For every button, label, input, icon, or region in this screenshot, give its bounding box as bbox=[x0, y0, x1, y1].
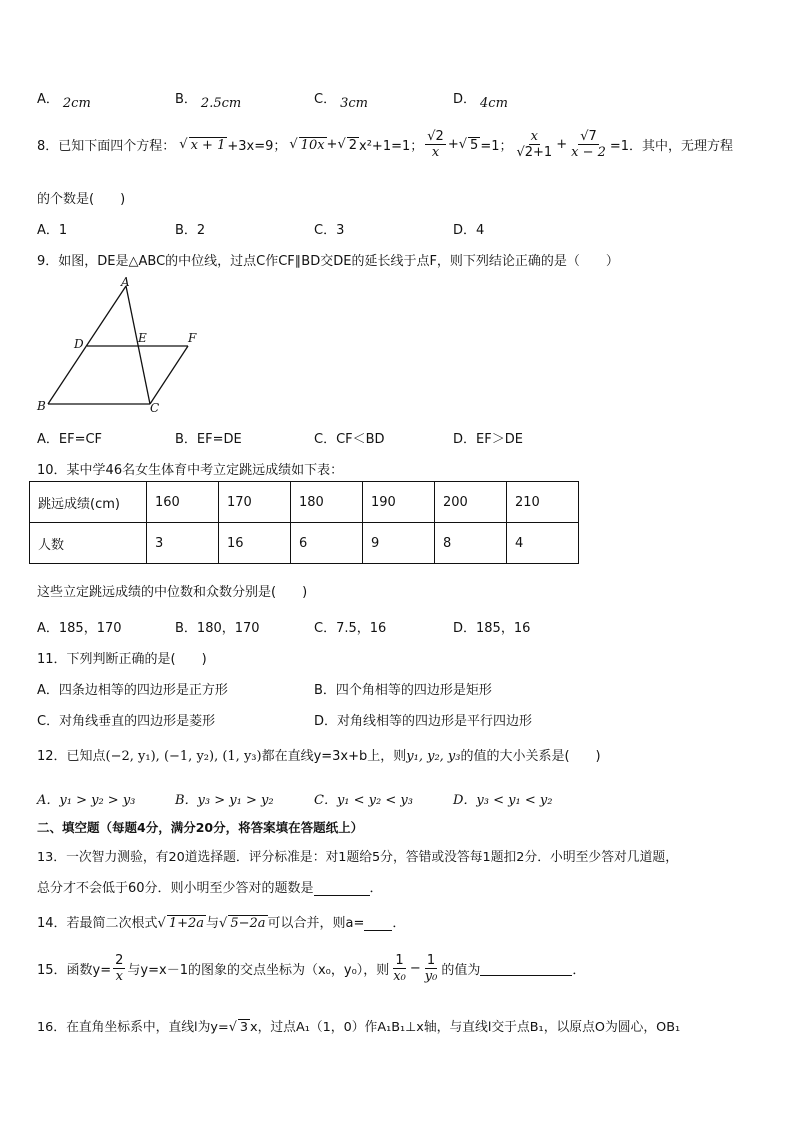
q10-row1-cell: 200 bbox=[435, 482, 507, 523]
q15-g1-denominator: x₀ bbox=[393, 969, 406, 984]
q7-option-d-letter: D． bbox=[453, 92, 477, 107]
q11-option-d: D．对角线相等的四边形是平行四边形 bbox=[314, 714, 533, 729]
q12-points: (−2, y₁), (−1, y₂), (1, y₃) bbox=[105, 749, 262, 764]
q15-text-c: 的值为 bbox=[441, 963, 481, 978]
q10-row2-cell: 8 bbox=[435, 523, 507, 564]
q12-option-b: B．y₃ > y₁ > y₂ bbox=[175, 793, 274, 808]
q10-row1-head: 跳远成绩(cm) bbox=[30, 482, 147, 523]
q11-option-c: C．对角线垂直的四边形是菱形 bbox=[37, 714, 216, 729]
q8-option-b: B．2 bbox=[175, 223, 206, 238]
q7-option-a-letter: A． bbox=[37, 92, 59, 107]
q15-answer-blank[interactable] bbox=[480, 961, 572, 976]
table-row bbox=[30, 523, 579, 564]
q9-label-c: C bbox=[150, 401, 160, 415]
q8-eq2-plus: + bbox=[326, 137, 338, 152]
q15-period: ． bbox=[572, 963, 586, 978]
q8-eq2-radicand-a: 10x bbox=[300, 137, 325, 153]
q7-option-a bbox=[37, 88, 91, 111]
q15-text-a: 15．函数y= bbox=[37, 963, 112, 978]
q9-option-b: B．EF=DE bbox=[175, 432, 242, 447]
q8-option-c: C．3 bbox=[314, 223, 345, 238]
q10-question: 这些立定跳远成绩的中位数和众数分别是( ) bbox=[37, 585, 308, 600]
q7-option-a-value: 2cm bbox=[62, 96, 91, 111]
q13-line1: 13．一次智力测验，有20道选择题．评分标准是：对1题给5分，答错或没答每1题扣2分．小明至少答对几道题， bbox=[37, 850, 678, 865]
q8-eq4-rest: =1．其中，无理方程 bbox=[609, 139, 734, 154]
q8-eq1-rest: +3x=9； bbox=[227, 139, 287, 154]
q9-segment-cf bbox=[150, 346, 188, 404]
q8-eq4b-numerator: √7 bbox=[580, 129, 597, 144]
q7-option-d bbox=[453, 88, 508, 111]
q8-eq2-radicand-b: 2 bbox=[348, 137, 358, 153]
q10-row2-cell: 3 bbox=[147, 523, 219, 564]
q13-line2-text: 总分才不会低于60分．则小明至少答对的题数是 bbox=[37, 881, 314, 896]
q7-option-b bbox=[175, 88, 242, 111]
q9-side-ab bbox=[48, 286, 126, 404]
q9-figure bbox=[30, 276, 210, 416]
q14-radicand-1: 1+2a bbox=[168, 916, 205, 931]
q10-stem: 10．某中学46名女生体育中考立定跳远成绩如下表： bbox=[37, 463, 344, 478]
q10-table bbox=[29, 481, 579, 564]
q7-option-c bbox=[314, 88, 368, 111]
q12-option-a: A．y₁ > y₂ > y₃ bbox=[37, 793, 136, 808]
q8-eq3-fraction bbox=[425, 129, 446, 160]
q12-option-c: C．y₁ < y₂ < y₃ bbox=[314, 793, 413, 808]
q8-stem: 8．已知下面四个方程： √ x + 1 +3x=9； √ 10x + √ 2 x²+1=1； $\frac{√2}{x}$ + √ 5 =1； $\frac{x}{√2+1}$ + $\frac{√7}{x - 2}$ =1．其中，无理方程 bbox=[37, 129, 734, 160]
q13-answer-blank[interactable] bbox=[314, 881, 370, 896]
q8-option-a: A．1 bbox=[37, 223, 68, 238]
q15-minus: − bbox=[409, 961, 421, 976]
q9-label-f: F bbox=[188, 331, 197, 345]
q9-stem: 9．如图，DE是△ABC的中位线，过点C作CF∥BD交DE的延长线于点F，则下列结论正确的是（ ） bbox=[37, 254, 619, 269]
q10-row2-cell: 9 bbox=[363, 523, 435, 564]
q15-f-numerator: 2 bbox=[115, 953, 124, 968]
q9-label-e: E bbox=[138, 331, 147, 345]
q8-eq4b-denominator: x − 2 bbox=[571, 145, 606, 160]
q15-f-denominator: x bbox=[115, 969, 123, 984]
q9-side-ac bbox=[126, 286, 150, 404]
q13-period: ． bbox=[369, 881, 383, 896]
q8-prefix: 8．已知下面四个方程： bbox=[37, 139, 176, 154]
q8-stem-line2: 的个数是( ) bbox=[37, 192, 126, 207]
q16-stem: 16．在直角坐标系中，直线l为y=√ 3 x，过点A₁（1，0）作A₁B₁⊥x轴，与直线l交于点B₁，以原点O为圆心，OB₁ bbox=[37, 1020, 681, 1035]
q15-function-fraction bbox=[113, 953, 125, 984]
q10-row1-cell: 160 bbox=[147, 482, 219, 523]
q15-fraction-1 bbox=[391, 953, 408, 984]
q7-option-c-value: 3cm bbox=[340, 96, 368, 111]
q16-text-a: 16．在直角坐标系中，直线l为y= bbox=[37, 1020, 229, 1035]
q8-eq3-radicand: 5 bbox=[470, 137, 479, 153]
q10-row1-cell: 170 bbox=[219, 482, 291, 523]
q12-text-b: 都在直线y=3x+b上，则 bbox=[261, 749, 407, 764]
q10-row1-cell: 190 bbox=[363, 482, 435, 523]
q11-option-b: B．四个角相等的四边形是矩形 bbox=[314, 683, 492, 698]
q11-option-a: A．四条边相等的四边形是正方形 bbox=[37, 683, 228, 698]
q9-label-d: D bbox=[74, 337, 84, 351]
q14-radicand-2: 5−2a bbox=[230, 916, 266, 931]
q12-vars: y₁, y₂, y₃ bbox=[406, 749, 461, 764]
q14-text-c: 可以合并，则a= bbox=[267, 916, 365, 931]
q8-eq4a-denominator: √2+1 bbox=[516, 145, 553, 160]
q7-option-b-letter: B． bbox=[175, 92, 197, 107]
q8-eq2-rest: x²+1=1； bbox=[359, 139, 424, 154]
q8-eq1-radicand: x + 1 bbox=[190, 137, 226, 153]
q10-option-c: C．7.5，16 bbox=[314, 621, 387, 636]
q8-option-d: D．4 bbox=[453, 223, 485, 238]
q15-fraction-2 bbox=[423, 953, 440, 984]
q10-row2-head: 人数 bbox=[30, 523, 147, 564]
q12-option-d: D．y₃ < y₁ < y₂ bbox=[453, 793, 553, 808]
q14-text-a: 14．若最简二次根式 bbox=[37, 916, 158, 931]
q8-eq3-rest: =1； bbox=[480, 139, 513, 154]
q10-option-a: A．185，170 bbox=[37, 621, 122, 636]
q8-eq3-plus: + bbox=[447, 137, 459, 152]
q15-stem bbox=[37, 953, 585, 984]
q13-line2 bbox=[37, 877, 383, 896]
q8-eq4-fraction-a bbox=[514, 129, 554, 160]
q7-option-c-letter: C． bbox=[314, 92, 337, 107]
q10-row1-cell: 210 bbox=[507, 482, 579, 523]
q10-option-b: B．180，170 bbox=[175, 621, 260, 636]
q15-g2-numerator: 1 bbox=[426, 953, 436, 968]
q8-eq4-plus: + bbox=[556, 137, 568, 152]
q7-option-d-value: 4cm bbox=[480, 96, 508, 111]
q9-label-a: A bbox=[121, 276, 130, 289]
q8-eq3-denominator: x bbox=[431, 145, 440, 160]
q15-g2-denominator: y₀ bbox=[424, 969, 438, 984]
q14-answer-blank[interactable] bbox=[364, 916, 392, 931]
q12-text-c: 的值的大小关系是( ) bbox=[460, 749, 601, 764]
q11-stem: 11．下列判断正确的是( ) bbox=[37, 652, 207, 667]
q7-option-b-value: 2.5cm bbox=[200, 96, 242, 111]
q10-option-d: D．185，16 bbox=[453, 621, 531, 636]
q14-period: ． bbox=[392, 916, 406, 931]
q8-eq4a-numerator: x bbox=[530, 129, 539, 144]
q12-stem bbox=[37, 745, 601, 764]
q9-option-d: D．EF＞DE bbox=[453, 432, 523, 447]
q10-row2-cell: 4 bbox=[507, 523, 579, 564]
q10-row2-cell: 16 bbox=[219, 523, 291, 564]
q9-label-b: B bbox=[37, 399, 46, 413]
q14-text-b: 与 bbox=[206, 916, 220, 931]
q9-option-a: A．EF=CF bbox=[37, 432, 103, 447]
q15-text-b: 与y=x－1的图象的交点坐标为（x₀，y₀），则 bbox=[127, 963, 390, 978]
section-heading: 二、填空题（每题4分，满分20分，将答案填在答题纸上） bbox=[37, 820, 364, 835]
q8-eq3-numerator: √2 bbox=[427, 129, 444, 144]
q9-option-c: C．CF＜BD bbox=[314, 432, 385, 447]
q15-g1-numerator: 1 bbox=[395, 953, 404, 968]
q8-eq4-fraction-b bbox=[569, 129, 608, 160]
q16-radicand: 3 bbox=[239, 1020, 249, 1035]
q10-row2-cell: 6 bbox=[291, 523, 363, 564]
q14-stem: 14．若最简二次根式√ 1+2a 与√ 5−2a 可以合并，则a= ． bbox=[37, 916, 406, 931]
q12-text-a: 12．已知点 bbox=[37, 749, 106, 764]
table-row bbox=[30, 482, 579, 523]
q10-row1-cell: 180 bbox=[291, 482, 363, 523]
q16-text-b: x，过点A₁（1，0）作A₁B₁⊥x轴，与直线l交于点B₁，以原点O为圆心，OB₁ bbox=[250, 1020, 681, 1035]
